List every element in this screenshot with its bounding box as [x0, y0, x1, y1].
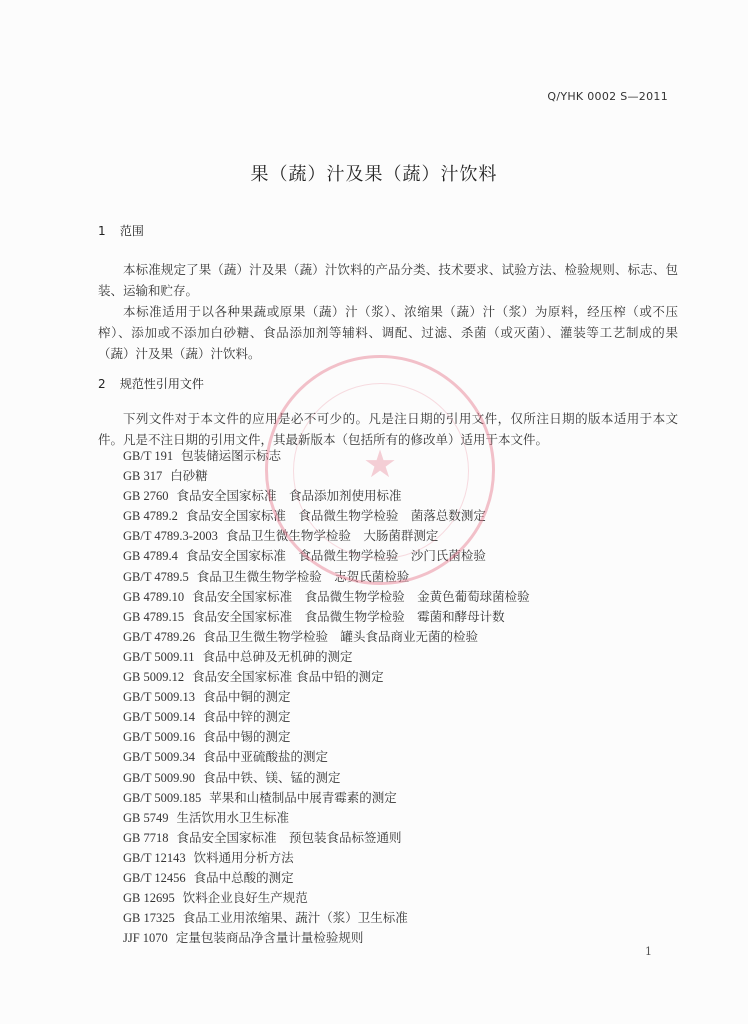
section-title: 规范性引用文件 — [119, 377, 204, 391]
reference-title: 食品卫生微生物学检验 志贺氏菌检验 — [196, 568, 410, 584]
reference-code: GB/T 12143 — [123, 850, 186, 865]
reference-title: 食品安全国家标准 食品中铅的测定 — [192, 669, 384, 685]
reference-title: 食品工业用浓缩果、蔬汁（浆）卫生标准 — [182, 910, 408, 926]
reference-item — [123, 707, 530, 727]
reference-code: GB/T 5009.16 — [123, 730, 195, 745]
reference-item — [123, 828, 530, 848]
reference-code: GB/T 4789.3-2003 — [123, 529, 218, 544]
reference-item — [123, 768, 530, 788]
reference-title: 食品中锡的测定 — [203, 729, 291, 745]
reference-item — [123, 607, 530, 627]
reference-code: GB/T 191 — [123, 449, 174, 463]
reference-title: 包装储运图示标志 — [181, 448, 282, 463]
section-title: 范围 — [119, 224, 144, 238]
reference-title: 食品中锌的测定 — [203, 709, 291, 725]
reference-code: GB 2760 — [123, 489, 169, 504]
reference-code: GB 7718 — [123, 830, 169, 845]
reference-code: GB/T 5009.11 — [123, 649, 195, 664]
section-heading-references — [98, 375, 204, 392]
reference-item — [123, 928, 530, 948]
reference-item — [123, 587, 530, 607]
reference-code: GB 4789.4 — [123, 549, 178, 564]
reference-item — [123, 808, 530, 828]
reference-item — [123, 627, 530, 647]
document-title: 果（蔬）汁及果（蔬）汁饮料 — [250, 164, 498, 185]
reference-item — [123, 848, 530, 868]
reference-code: GB 4789.15 — [123, 609, 185, 624]
reference-title: 食品中铜的测定 — [203, 689, 291, 705]
reference-item — [123, 888, 530, 908]
reference-item — [123, 647, 530, 667]
scope-text — [98, 259, 678, 364]
reference-code: GB 12695 — [123, 891, 175, 906]
reference-title: 饮料通用分析方法 — [193, 849, 294, 865]
reference-code: GB 5009.12 — [123, 670, 185, 685]
reference-code: GB/T 5009.185 — [123, 790, 202, 805]
reference-title: 定量包装商品净含量计量检验规则 — [175, 930, 364, 946]
reference-title: 生活饮用水卫生标准 — [176, 809, 290, 825]
reference-title: 苹果和山楂制品中展青霉素的测定 — [209, 789, 397, 805]
references-intro-paragraph: 下列文件对于本文件的应用是必不可少的。凡是注日期的引用文件，仅所注日期的版本适用于本文件。凡是不注日期的引用文件，其最新版本（包括所有的修改单）适用于本文件。 — [98, 411, 678, 447]
reference-title: 食品安全国家标准 食品微生物学检验 沙门氏菌检验 — [185, 548, 486, 564]
reference-title: 食品中总砷及无机砷的测定 — [202, 648, 353, 664]
reference-code: GB/T 5009.13 — [123, 690, 195, 705]
section-number: 1 — [98, 224, 106, 238]
reference-code: GB/T 5009.14 — [123, 710, 195, 725]
reference-title: 食品安全国家标准 食品添加剂使用标准 — [176, 488, 402, 504]
reference-title: 食品中总酸的测定 — [193, 869, 294, 885]
reference-code: GB 4789.10 — [123, 589, 185, 604]
reference-item — [123, 747, 530, 767]
reference-code: GB/T 5009.34 — [123, 750, 195, 765]
reference-title: 食品中铁、镁、锰的测定 — [203, 769, 341, 785]
reference-item — [123, 667, 530, 687]
reference-code: GB 17325 — [123, 911, 175, 926]
reference-code: GB/T 4789.26 — [123, 629, 195, 644]
reference-title: 食品安全国家标准 食品微生物学检验 菌落总数测定 — [185, 508, 486, 524]
reference-title: 食品中亚硫酸盐的测定 — [203, 749, 329, 765]
reference-title: 饮料企业良好生产规范 — [182, 890, 308, 906]
section-number: 2 — [98, 377, 106, 391]
reference-title: 食品安全国家标准 预包装食品标签通则 — [176, 829, 402, 845]
scope-paragraph-1: 本标准规定了果（蔬）汁及果（蔬）汁饮料的产品分类、技术要求、试验方法、检验规则、标志、包装、运输和贮存。 — [98, 262, 678, 298]
reference-title: 白砂糖 — [170, 468, 208, 484]
reference-title: 食品安全国家标准 食品微生物学检验 金黄色葡萄球菌检验 — [192, 588, 530, 604]
scope-paragraph-2: 本标准适用于以各种果蔬或原果（蔬）汁（浆）、浓缩果（蔬）汁（浆）为原料，经压榨（或不压榨）、添加或不添加白砂糖、食品添加剂等辅料、调配、过滤、杀菌（或灭菌）、灌装等工艺制成的果（蔬）汁及果（蔬）汁饮料。 — [98, 304, 678, 361]
reference-code: GB 4789.2 — [123, 509, 178, 524]
reference-item — [123, 868, 530, 888]
standard-code: Q/YHK 0002 S—2011 — [547, 90, 668, 103]
section-heading-scope — [98, 222, 144, 239]
seal-stamp: ★ — [265, 355, 495, 585]
reference-item — [123, 788, 530, 808]
reference-item — [123, 727, 530, 747]
reference-code: GB 317 — [123, 469, 163, 484]
page-number: 1 — [645, 945, 652, 958]
reference-code: GB 5749 — [123, 810, 169, 825]
reference-title: 食品卫生微生物学检验 罐头食品商业无菌的检验 — [203, 628, 479, 644]
reference-code: GB/T 4789.5 — [123, 569, 189, 584]
reference-code: GB/T 12456 — [123, 870, 186, 885]
reference-title: 食品卫生微生物学检验 大肠菌群测定 — [225, 528, 439, 544]
reference-item — [123, 908, 530, 928]
reference-code: GB/T 5009.90 — [123, 770, 195, 785]
reference-item — [123, 687, 530, 707]
reference-title: 食品安全国家标准 食品微生物学检验 霉菌和酵母计数 — [192, 608, 505, 624]
reference-code: JJF 1070 — [123, 931, 168, 946]
